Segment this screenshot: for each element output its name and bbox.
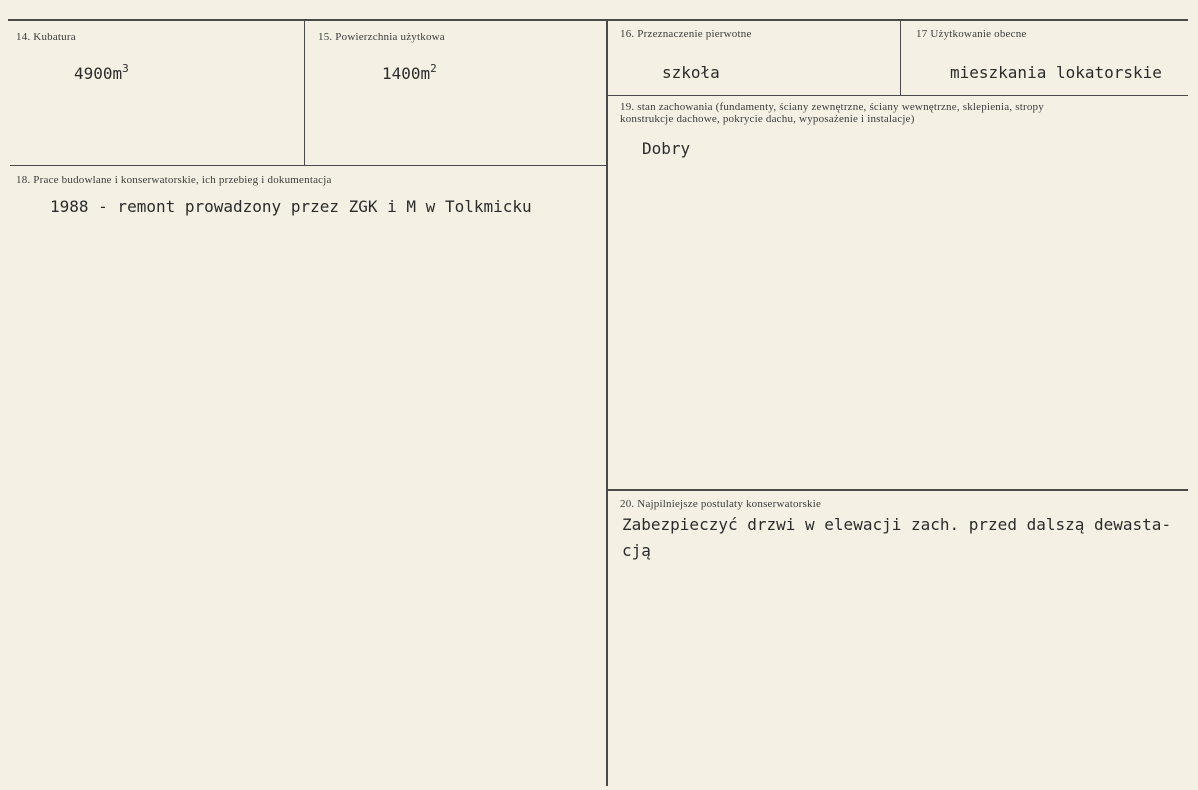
divider-h-left <box>10 165 606 166</box>
field-19-label-line-2: konstrukcje dachowe, pokrycie dachu, wyposażenie i instalacje) <box>620 113 915 125</box>
field-18-value: 1988 - remont prowadzony przez ZGK i M w Tolkmicku <box>50 197 532 216</box>
field-14-label: 14. Kubatura <box>16 31 76 43</box>
field-20-label: 20. Najpilniejsze postulaty konserwatorskie <box>620 498 822 510</box>
field-14-value <box>74 62 129 83</box>
field-14-number: 4900m <box>74 64 123 83</box>
field-15-label: 15. Powierzchnia użytkowa <box>318 31 445 43</box>
field-14-unit-exponent: 3 <box>122 62 129 75</box>
divider-h-right-mid <box>608 489 1188 491</box>
field-17-value: mieszkania lokatorskie <box>950 63 1162 82</box>
field-15-value <box>382 62 437 83</box>
field-18-label: 18. Prace budowlane i konserwatorskie, ich przebieg i dokumentacja <box>16 174 332 186</box>
divider-v-2 <box>900 21 901 95</box>
field-15-unit-exponent: 2 <box>430 62 437 75</box>
divider-v-center <box>606 21 608 786</box>
field-16-label: 16. Przeznaczenie pierwotne <box>620 28 752 40</box>
divider-h-right-top <box>608 95 1188 96</box>
field-19-label-line-1: 19. stan zachowania (fundamenty, ściany zewnętrzne, ściany wewnętrzne, sklepienia, stropy <box>620 101 1044 113</box>
field-15-number: 1400m <box>382 64 431 83</box>
top-border <box>8 19 1188 21</box>
field-19-value: Dobry <box>642 139 691 158</box>
field-16-value: szkoła <box>662 63 720 82</box>
field-20-value-line-2: cją <box>622 541 651 560</box>
divider-v-1 <box>304 21 305 166</box>
field-19-label <box>620 101 1160 125</box>
field-20-value-line-1: Zabezpieczyć drzwi w elewacji zach. przed dalszą dewasta- <box>622 515 1172 534</box>
field-17-label: 17 Użytkowanie obecne <box>916 28 1027 40</box>
